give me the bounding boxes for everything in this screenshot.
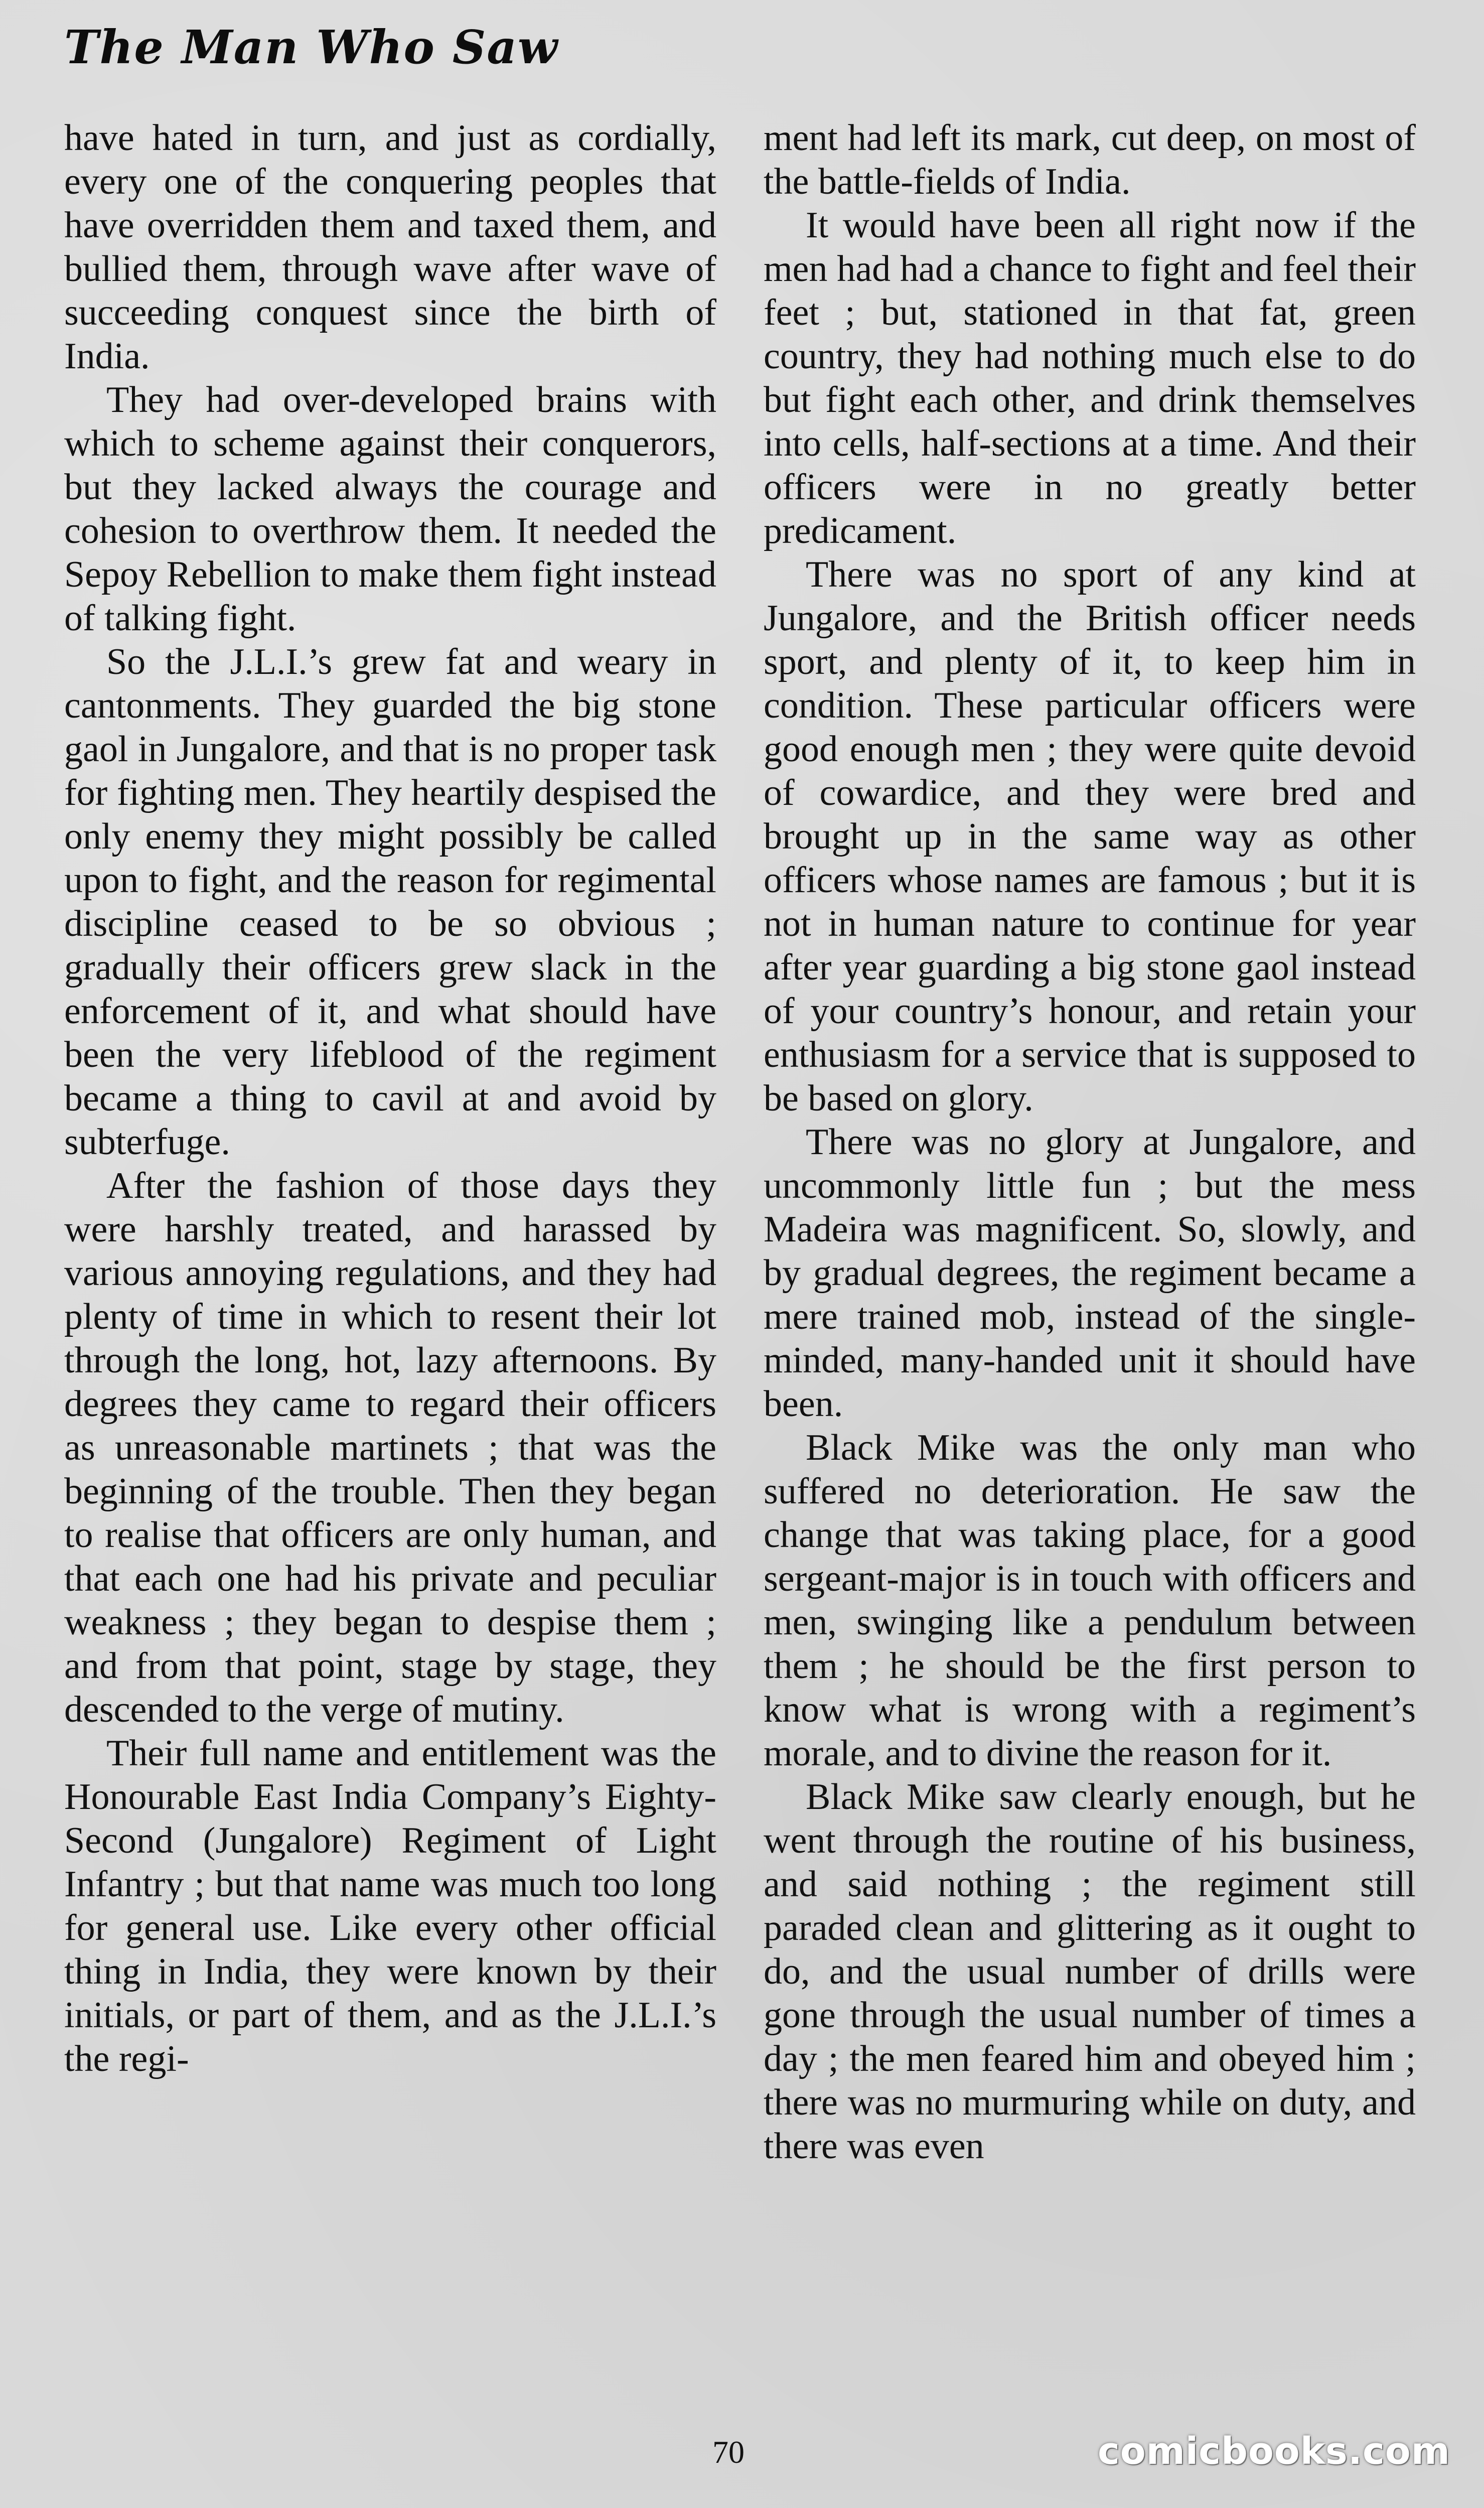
paragraph: They had over-developed brains with which to scheme against their conquerors, but they lacked always the courage and cohesion to overthrow them. It needed the Sepoy Rebellion to make them fight instead of talking fight.	[64, 379, 716, 639]
paragraph: ment had left its mark, cut deep, on most of the battle-fields of India.	[764, 117, 1416, 202]
paragraph: Their full name and entitlement was the Honourable East India Company’s Eighty-Second (Jungalore) Regiment of Light Infantry ; but that name was much too long for general use. Like every other official thing in India, they were known by their initials, or part of them, and as the J.L.I.’s the regi-	[64, 1733, 716, 2079]
paragraph: have hated in turn, and just as cordially, every one of the conquering peoples that have overridden them and taxed them, and bullied them, through wave after wave of succeeding conquest since the birth of India.	[64, 117, 716, 377]
paragraph: So the J.L.I.’s grew fat and weary in cantonments. They guarded the big stone gaol in Jungalore, and that is no proper task for fighting men. They heartily despised the only enemy they might possibly be called upon to fight, and the reason for regimental discipline ceased to be so obvious ; gradually their officers grew slack in the enforcement of it, and what should have been the very lifeblood of the regiment became a thing to cavil at and avoid by subterfuge.	[64, 641, 716, 1163]
paragraph: There was no sport of any kind at Jungalore, and the British officer needs sport, and plenty of it, to keep him in condition. These particular officers were good enough men ; they were quite devoid of cowardice, and they were bred and brought up in the same way as other officers whose names are famous ; but it is not in human nature to continue for year after year guarding a big stone gaol instead of your country’s honour, and retain your enthusiasm for a service that is supposed to be based on glory.	[764, 554, 1416, 1119]
paragraph: After the fashion of those days they were harshly treated, and harassed by various annoying regulations, and they had plenty of time in which to resent their lot through the long, hot, lazy afternoons. By degrees they came to regard their officers as unreasonable martinets ; that was the beginning of the trouble. Then they began to realise that officers are only human, and that each one had his private and peculiar weakness ; they began to despise them ; and from that point, stage by stage, they descended to the verge of mutiny.	[64, 1165, 716, 1730]
paragraph: Black Mike was the only man who suffered no deterioration. He saw the change that was taking place, for a good sergeant-major is in touch with officers and men, swinging like a pendulum between them ; he should be the first person to know what is wrong with a regiment’s morale, and to divine the reason for it.	[764, 1427, 1416, 1774]
paragraph: There was no glory at Jungalore, and uncommonly little fun ; but the mess Madeira was magnificent. So, slowly, and by gradual degrees, the regiment became a mere trained mob, instead of the single-minded, many-handed unit it should have been.	[764, 1122, 1416, 1425]
running-title: The Man Who Saw	[64, 20, 559, 74]
paragraph: Black Mike saw clearly enough, but he went through the routine of his business, and said nothing ; the regiment still paraded clean and glittering as it ought to do, and the usual number of drills were gone through the usual number of times a day ; the men feared him and obeyed him ; there was no murmuring while on duty, and there was even	[764, 1776, 1416, 2167]
watermark: comicbooks.com	[1098, 2430, 1450, 2473]
right-column	[764, 116, 1416, 2168]
paragraph: It would have been all right now if the men had had a chance to fight and feel their feet ; but, stationed in that fat, green country, they had nothing much else to do but fight each other, and drink themselves into cells, half-sections at a time. And their officers were in no greatly better predicament.	[764, 205, 1416, 551]
left-column	[64, 116, 716, 2081]
page-number: 70	[712, 2434, 745, 2470]
